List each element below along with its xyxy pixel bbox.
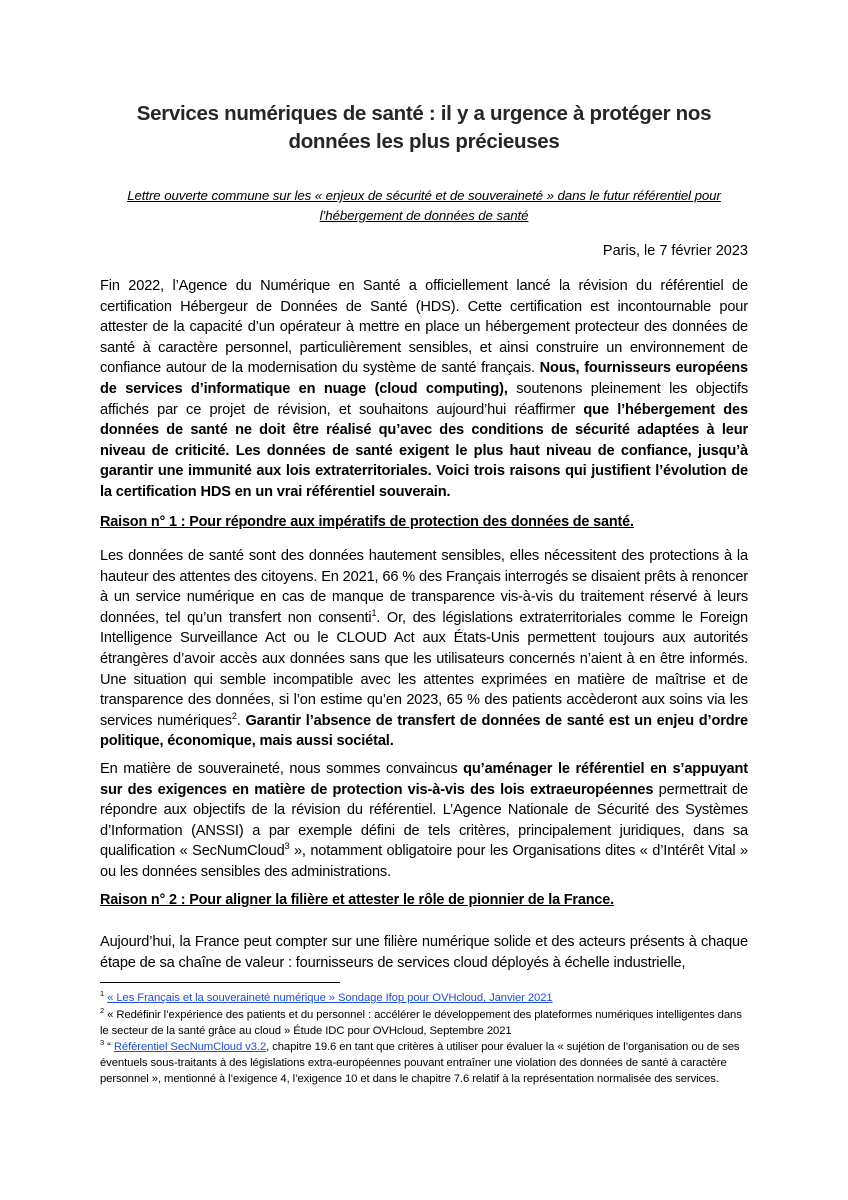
footnote-2-number: 2 <box>100 1005 105 1015</box>
footnote-ref-2[interactable]: 2 <box>231 710 237 721</box>
footnotes <box>100 990 748 1088</box>
footnote-3-link[interactable]: Référentiel SecNumCloud v3.2 <box>113 1041 267 1053</box>
reason-1-p2-text-2: permettrait de répondre aux objectifs de la révision du référentiel. L’Agence Nationale de Sécurité des Systèmes d’Information (ANSSI) a par exemple défini de tels critères, principalement juridiques, dans sa qualification « SecNumCloud <box>100 781 749 860</box>
footnote-2-text: « Redéfinir l’expérience des patients et du personnel : accélérer le développement des plateformes numériques intelligentes dans le secteur de la santé grâce au cloud » Étude IDC pour OVHcloud, Septembre 2021 <box>100 1008 742 1037</box>
reason-2-heading: Raison n° 2 : Pour aligner la filière et attester le rôle de pionnier de la France. <box>100 892 614 908</box>
reason-1-heading: Raison n° 1 : Pour répondre aux impératifs de protection des données de santé. <box>100 514 634 530</box>
title-line-2: données les plus précieuses <box>288 130 560 153</box>
reason-1-paragraph-2 <box>100 759 748 883</box>
reason-1-p1-text-2: . Or, des législations extraterritoriales comme le Foreign Intelligence Surveillance Act ou le CLOUD Act aux États-Unis permettent toujours aux autorités étrangères d’avoir accès aux données sans que les utilisateurs concernés n’aient à en être informés. Une situation qui semble incompatible avec les attentes exprimées en matière de maîtrise et de transparence des données, si l’on estime qu’en 2023, 65 % des patients accèderont aux soins via les services numériques <box>100 609 748 729</box>
footnote-2 <box>100 1007 748 1039</box>
intro-paragraph <box>100 276 748 503</box>
title-line-1: Services numériques de santé : il y a urgence à protéger nos <box>136 102 712 125</box>
footnote-3-post: , chapitre 19.6 en tant que critères à utiliser pour évaluer la « sujétion de l’organisation ou de ses éventuels sous-traitants à des législations extra-européennes pouvant entraîner une violation des données de santé à caractère personnel », mentionné à l’exigence 4, l’exigence 10 et dans le chapitre 7.6 relatif à la représentation normalisée des services. <box>100 1041 740 1085</box>
document-subtitle <box>100 186 748 225</box>
reason-1-p2-text-1: En matière de souveraineté, nous sommes convaincus <box>100 761 464 777</box>
footnote-1 <box>100 990 748 1006</box>
footnote-3-number: 3 <box>100 1038 105 1048</box>
footnote-ref-1[interactable]: 1 <box>371 607 377 618</box>
subtitle-line-2: l’hébergement de données de santé <box>319 207 529 223</box>
footnote-1-link[interactable]: « Les Français et la souveraineté numérique » Sondage Ifop pour OVHcloud, Janvier 2021 <box>107 992 553 1004</box>
intro-bold-1: Nous, fournisseurs européens de services d’informatique en nuage (cloud computing), <box>100 360 748 397</box>
footnote-3 <box>100 1039 748 1087</box>
reason-1-p2-text-3: », notamment obligatoire pour les Organisations dites « d’Intérêt Vital » ou les données sensibles des administrations. <box>100 843 748 880</box>
reason-1-paragraph-1 <box>100 546 748 752</box>
reason-1-p2-bold: qu’aménager le référentiel en s’appuyant sur des exigences en matière de protection vis-à-vis des lois extraeuropéennes <box>100 761 748 798</box>
intro-text-2: soutenons pleinement les objectifs affichés par ce projet de révision, et souhaitons aujourd’hui réaffirmer <box>100 380 748 418</box>
reason-1-p1-text-1: Les données de santé sont des données hautement sensibles, elles nécessitent des protections à la hauteur des attentes des citoyens. En 2021, 66 % des Français interrogés se disaient prêts à renoncer à un service numérique en cas de manque de transparence vis-à-vis du traitement réservé à leurs données, tel qu’un transfert non consenti <box>100 548 748 626</box>
intro-text-1: Fin 2022, l’Agence du Numérique en Santé a officiellement lancé la révision du référentiel de certification Hébergeur de Données de Santé (HDS). Cette certification est incontournable pour attester de la capacité d’un opérateur à mettre en place un hébergement protecteur des données de santé à caractère personnel, particulièrement sensibles, et ainsi construire un environnement de confiance autour de la modernisation du système de santé français. <box>100 278 748 377</box>
footnote-ref-3[interactable]: 3 <box>284 841 290 852</box>
footnote-3-pre: “ <box>104 1041 114 1053</box>
intro-bold-2: que l’hébergement des données de santé ne doit être réalisé qu’avec des conditions de sécurité adaptées à leur niveau de criticité. Les données de santé exigent le plus haut niveau de confiance, jusqu’à garantir une immunité aux lois extraterritoriales. Voici trois raisons qui justifient l’évolution de la certification HDS en un vrai référentiel souverain. <box>100 401 748 500</box>
subtitle-line-1: Lettre ouverte commune sur les « enjeux de sécurité et de souveraineté » dans le futur référentiel pour <box>127 188 721 203</box>
document-title <box>100 100 748 156</box>
reason-1-p1-text-3: . <box>236 712 246 729</box>
reason-2-paragraph-1: Aujourd’hui, la France peut compter sur une filière numérique solide et des acteurs présents à chaque étape de sa chaîne de valeur : fournisseurs de services cloud déployés à échelle industrielle, <box>100 934 748 971</box>
footnote-1-number: 1 <box>100 989 105 999</box>
reason-1-p1-bold: Garantir l’absence de transfert de données de santé est un enjeu d’ordre politique, économique, mais aussi sociétal. <box>100 712 749 750</box>
footnote-separator <box>100 982 340 983</box>
letter-date: Paris, le 7 février 2023 <box>602 243 748 259</box>
